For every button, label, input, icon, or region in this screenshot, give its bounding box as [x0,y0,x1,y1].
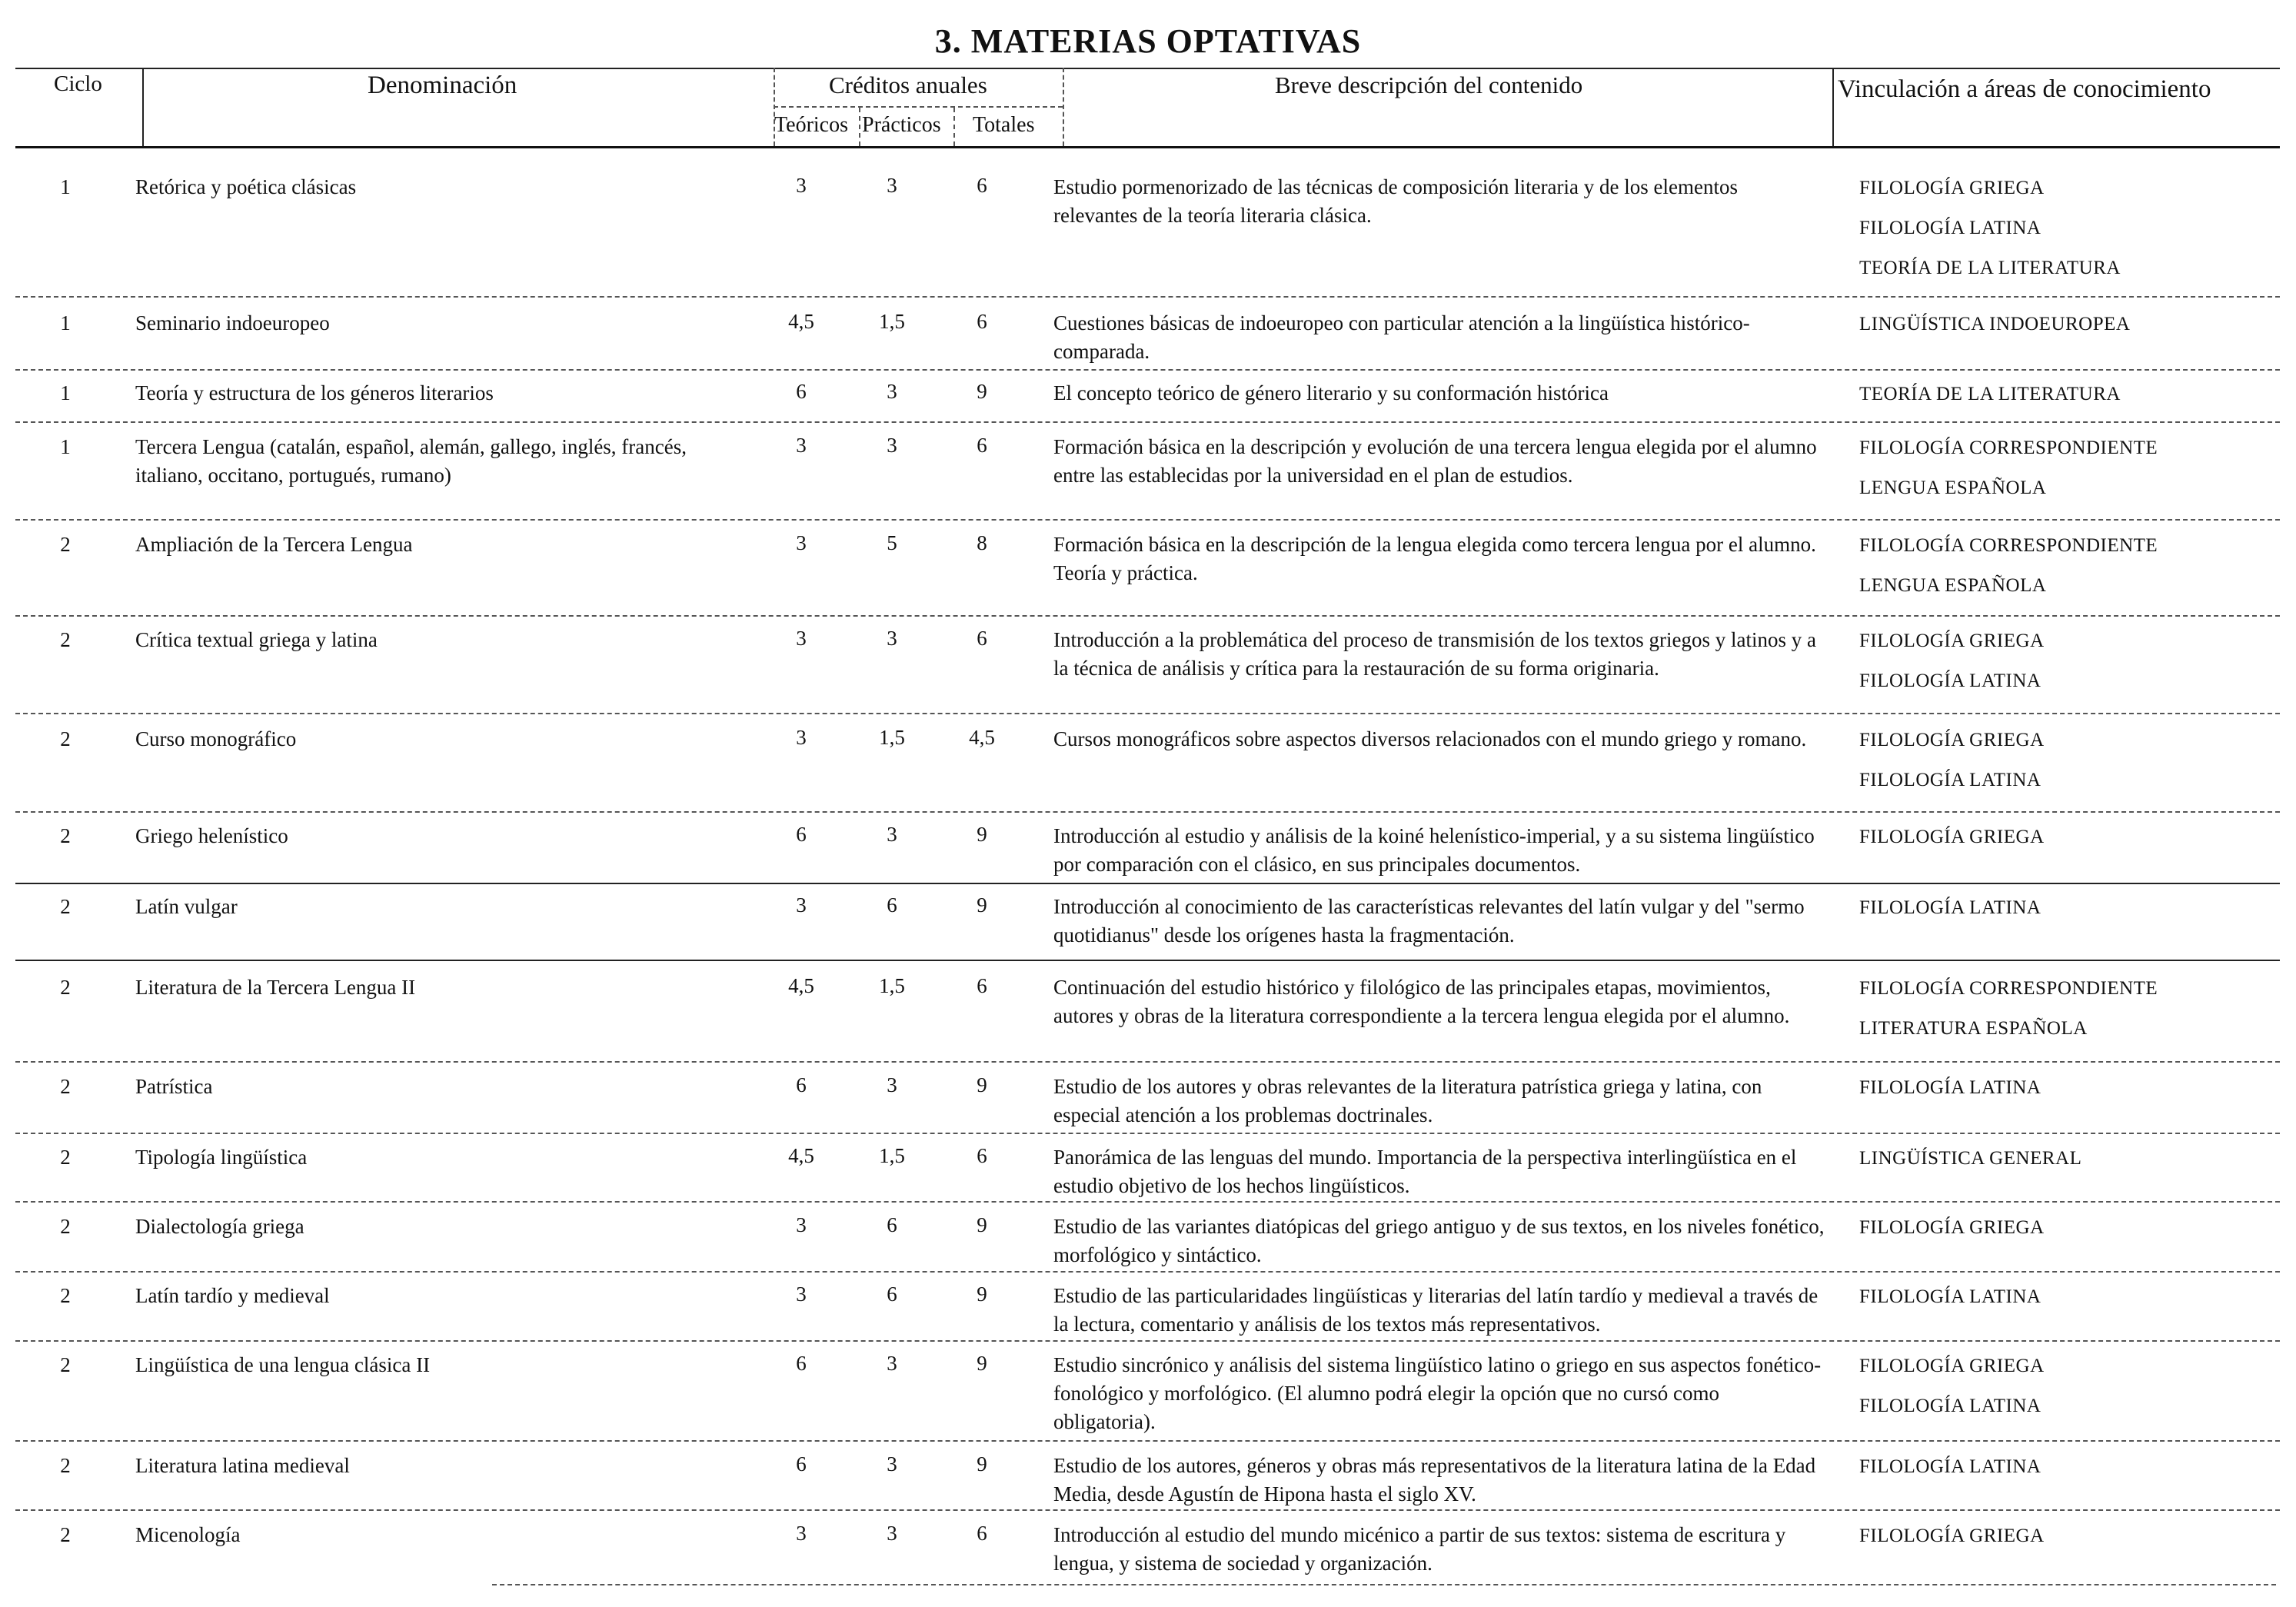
row-separator [15,1061,2280,1063]
row-area: LINGÜÍSTICA INDOEUROPEA [1859,314,2131,334]
row-area: FILOLOGÍA LATINA [1859,770,2041,790]
row-creditos-teoricos: 3 [796,726,807,749]
row-denominacion: Curso monográfico [135,727,297,750]
row-descripcion: Estudio de los autores y obras relevantes de la literatura patrística griega y latina, con especial atención a los problemas doctrinales. [1053,1075,1762,1126]
row-separator [15,1440,2280,1442]
row-creditos-teoricos: 3 [796,893,807,917]
row-creditos-practicos: 1,5 [879,726,905,749]
row-creditos-practicos: 3 [887,380,897,403]
row-ciclo: 2 [60,1523,71,1546]
row-area: FILOLOGÍA GRIEGA [1859,1217,2045,1238]
row-creditos-totales: 4,5 [969,726,995,749]
row-denominacion: Crítica textual griega y latina [135,628,378,651]
row-ciclo: 2 [60,1215,71,1238]
row-creditos-practicos: 3 [887,627,897,650]
row-ciclo: 2 [60,1353,71,1376]
row-creditos-teoricos: 3 [796,531,807,554]
col-divider-creditos-right [1063,68,1064,146]
row-creditos-totales: 9 [977,380,987,403]
row-separator [15,369,2280,371]
row-creditos-teoricos: 3 [796,1213,807,1236]
row-ciclo: 2 [60,895,71,918]
row-area: FILOLOGÍA LATINA [1859,670,2041,691]
row-area: FILOLOGÍA LATINA [1859,1456,2041,1477]
col-divider-vinculacion [1832,68,1834,146]
row-creditos-totales: 6 [977,1522,987,1545]
row-separator [15,1133,2280,1134]
row-descripcion: Estudio de los autores, géneros y obras más representativos de la literatura latina de la Edad Media, desde Agustín de Hipona hasta el siglo XV. [1053,1454,1816,1506]
row-creditos-practicos: 3 [887,434,897,457]
row-descripcion: Estudio de las variantes diatópicas del griego antiguo y de sus textos, en los niveles fonético, morfológico y sintáctico. [1053,1215,1825,1266]
row-area: FILOLOGÍA GRIEGA [1859,630,2045,651]
header-descripcion: Breve descripción del contenido [1275,72,1583,98]
row-area: FILOLOGÍA CORRESPONDIENTE [1859,535,2158,556]
row-denominacion: Latín vulgar [135,895,238,918]
row-descripcion: Formación básica en la descripción y evolución de una tercera lengua elegida por el alumno entre las establecidas por la universidad en el plan de estudios. [1053,435,1817,487]
row-denominacion: Literatura de la Tercera Lengua II [135,976,416,999]
row-denominacion: Literatura latina medieval [135,1454,350,1477]
row-creditos-practicos: 6 [887,893,897,917]
row-separator [15,519,2280,521]
row-area: FILOLOGÍA CORRESPONDIENTE [1859,438,2158,458]
row-descripcion: Continuación del estudio histórico y filológico de las principales etapas, movimientos, autores y obras de la literatura correspondiente a la tercera lengua elegida por el alumno. [1053,976,1790,1027]
row-separator [15,1201,2280,1203]
header-denominacion: Denominación [368,72,517,99]
header-practicos: Prácticos [862,113,941,137]
row-area: FILOLOGÍA LATINA [1859,218,2041,238]
row-creditos-teoricos: 6 [796,823,807,846]
row-separator [15,713,2280,714]
row-ciclo: 2 [60,1146,71,1169]
row-creditos-totales: 6 [977,434,987,457]
row-denominacion: Tipología lingüística [135,1146,308,1169]
row-creditos-teoricos: 4,5 [788,310,814,333]
header-ciclo: Ciclo [54,72,102,96]
row-area: FILOLOGÍA LATINA [1859,1286,2041,1307]
row-creditos-totales: 6 [977,1144,987,1167]
row-area: FILOLOGÍA GRIEGA [1859,1356,2045,1376]
row-creditos-totales: 9 [977,1213,987,1236]
row-creditos-teoricos: 4,5 [788,1144,814,1167]
row-descripcion: Cursos monográficos sobre aspectos diversos relacionados con el mundo griego y romano. [1053,727,1807,750]
row-creditos-practicos: 3 [887,174,897,197]
row-creditos-practicos: 3 [887,1522,897,1545]
row-creditos-teoricos: 6 [796,1073,807,1096]
row-ciclo: 1 [60,311,71,334]
row-ciclo: 2 [60,628,71,651]
row-ciclo: 2 [60,824,71,847]
row-denominacion: Latín tardío y medieval [135,1284,330,1307]
row-creditos-teoricos: 3 [796,1283,807,1306]
row-denominacion: Teoría y estructura de los géneros literarios [135,381,494,404]
row-separator [15,960,2280,961]
row-creditos-teoricos: 4,5 [788,974,814,997]
row-denominacion: Dialectología griega [135,1215,304,1238]
row-area: TEORÍA DE LA LITERATURA [1859,258,2121,278]
row-ciclo: 2 [60,1454,71,1477]
row-denominacion: Micenología [135,1523,241,1546]
row-descripcion: Estudio de las particularidades lingüísticas y literarias del latín tardío y medieval a través de la lectura, comentario y análisis de los textos más representativos. [1053,1284,1818,1336]
row-creditos-totales: 6 [977,974,987,997]
row-area: LITERATURA ESPAÑOLA [1859,1018,2088,1039]
row-descripcion: Estudio sincrónico y análisis del sistema lingüístico latino o griego en sus aspectos fonético-fonológico y morfológico. (El alumno podrá elegir la opción que no cursó como obligatoria). [1053,1353,1822,1433]
header-creditos: Créditos anuales [829,72,987,98]
row-ciclo: 2 [60,1075,71,1098]
row-area: FILOLOGÍA LATINA [1859,897,2041,918]
row-descripcion: Introducción a la problemática del proceso de transmisión de los textos griegos y latinos y a la técnica de análisis y crítica para la restauración de su forma originaria. [1053,628,1816,680]
row-area: FILOLOGÍA LATINA [1859,1077,2041,1098]
header-totales: Totales [973,113,1035,137]
header-bottom-rule [15,146,2280,148]
row-descripcion: Introducción al conocimiento de las características relevantes del latín vulgar y del "sermo quotidianus" desde los orígenes hasta la fragmentación. [1053,895,1805,947]
row-area: LENGUA ESPAÑOLA [1859,477,2047,498]
row-area: FILOLOGÍA GRIEGA [1859,730,2045,750]
row-separator [15,883,2280,884]
row-area: TEORÍA DE LA LITERATURA [1859,384,2121,404]
row-creditos-totales: 9 [977,1452,987,1476]
row-creditos-practicos: 3 [887,1352,897,1375]
row-creditos-teoricos: 6 [796,380,807,403]
row-creditos-totales: 9 [977,1283,987,1306]
row-separator [15,1340,2280,1342]
row-descripcion: Introducción al estudio y análisis de la koiné helenístico-imperial, y a su sistema lingüístico por comparación con el clásico, en sus principales documentos. [1053,824,1815,876]
row-descripcion: Formación básica en la descripción de la lengua elegida como tercera lengua por el alumno. Teoría y práctica. [1053,533,1816,584]
row-creditos-practicos: 1,5 [879,310,905,333]
row-separator [15,421,2280,423]
row-area: LENGUA ESPAÑOLA [1859,575,2047,596]
row-creditos-totales: 8 [977,531,987,554]
row-creditos-teoricos: 6 [796,1352,807,1375]
col-divider-ciclo [142,68,144,146]
row-ciclo: 2 [60,727,71,750]
row-ciclo: 1 [60,175,71,198]
row-area: FILOLOGÍA GRIEGA [1859,178,2045,198]
row-descripcion: Estudio pormenorizado de las técnicas de composición literaria y de los elementos relevantes de la teoría literaria clásica. [1053,175,1738,227]
row-creditos-practicos: 5 [887,531,897,554]
row-creditos-totales: 9 [977,893,987,917]
row-creditos-teoricos: 3 [796,1522,807,1545]
row-descripcion: Panorámica de las lenguas del mundo. Importancia de la perspectiva interlingüística en el estudio objetivo de los hechos lingüísticos. [1053,1146,1797,1197]
row-area: FILOLOGÍA LATINA [1859,1396,2041,1416]
row-denominacion: Griego helenístico [135,824,288,847]
row-creditos-practicos: 3 [887,1073,897,1096]
row-creditos-teoricos: 3 [796,627,807,650]
row-creditos-totales: 9 [977,1352,987,1375]
row-denominacion: Seminario indoeuropeo [135,311,330,334]
row-ciclo: 1 [60,381,71,404]
row-ciclo: 2 [60,533,71,556]
row-area: FILOLOGÍA CORRESPONDIENTE [1859,978,2158,999]
row-creditos-practicos: 3 [887,823,897,846]
row-ciclo: 2 [60,1284,71,1307]
creditos-sub-rule [774,106,1063,108]
row-creditos-totales: 9 [977,823,987,846]
row-separator [15,1271,2280,1273]
row-separator [15,811,2280,813]
row-creditos-practicos: 1,5 [879,974,905,997]
row-denominacion: Ampliación de la Tercera Lengua [135,533,413,556]
row-creditos-totales: 6 [977,310,987,333]
header-top-rule [15,68,2280,69]
row-descripcion: Cuestiones básicas de indoeuropeo con particular atención a la lingüística histórico-comparada. [1053,311,1750,363]
row-denominacion: Lingüística de una lengua clásica II [135,1353,431,1376]
row-area: FILOLOGÍA GRIEGA [1859,827,2045,847]
row-descripcion: El concepto teórico de género literario y su conformación histórica [1053,381,1609,404]
row-separator [15,296,2280,298]
row-creditos-practicos: 3 [887,1452,897,1476]
row-creditos-practicos: 6 [887,1213,897,1236]
row-denominacion: Patrística [135,1075,213,1098]
row-ciclo: 2 [60,976,71,999]
row-separator [15,615,2280,617]
row-denominacion: Tercera Lengua (catalán, español, alemán, gallego, inglés, francés, italiano, occitano, portugués, rumano) [135,435,687,487]
sub-divider-2 [953,108,955,146]
row-creditos-totales: 9 [977,1073,987,1096]
row-ciclo: 1 [60,435,71,458]
row-creditos-totales: 6 [977,174,987,197]
row-separator [15,1509,2280,1511]
row-creditos-teoricos: 6 [796,1452,807,1476]
row-creditos-practicos: 1,5 [879,1144,905,1167]
row-creditos-teoricos: 3 [796,434,807,457]
row-area: FILOLOGÍA GRIEGA [1859,1525,2045,1546]
header-vinculacion: Vinculación a áreas de conocimiento [1838,75,2211,103]
row-creditos-totales: 6 [977,627,987,650]
table-bottom-rule [492,1584,2276,1585]
page-title: 3. MATERIAS OPTATIVAS [934,22,1362,60]
row-creditos-practicos: 6 [887,1283,897,1306]
row-area: LINGÜÍSTICA GENERAL [1859,1148,2082,1169]
row-denominacion: Retórica y poética clásicas [135,175,357,198]
sub-divider-1 [859,108,860,146]
row-creditos-teoricos: 3 [796,174,807,197]
header-teoricos: Teóricos [774,113,849,137]
row-descripcion: Introducción al estudio del mundo micénico a partir de sus textos: sistema de escritura y lengua, y sistema de sociedad y organización. [1053,1523,1786,1575]
